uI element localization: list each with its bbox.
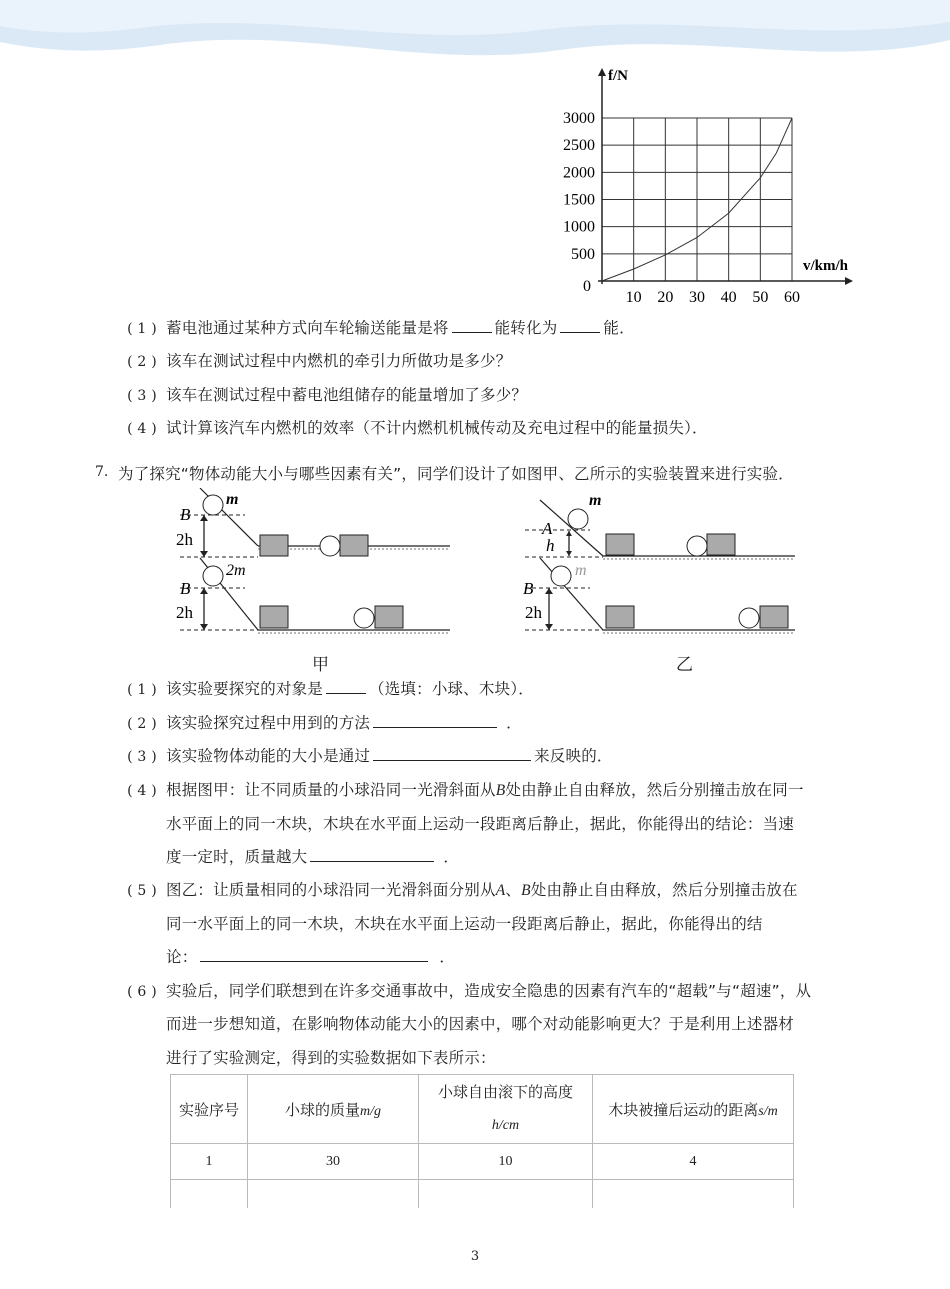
q6-sub1-num: ( 1 ) [127, 321, 157, 337]
q6-sub2-num: ( 2 ) [127, 354, 157, 370]
y-axis-label: f/N [608, 68, 628, 84]
q6-sub1-pre: 蓄电池通过某种方式向车轮输送能量是将 [166, 319, 449, 337]
yi-bottom-block-end [760, 606, 788, 628]
force-speed-chart [545, 62, 865, 312]
q6-sub4-text: 试计算该汽车内燃机的效率（不计内燃机机械传动及充电过程中的能量损失）． [166, 419, 708, 437]
q7-sub5-var-a: A [495, 882, 506, 899]
q7-sub6-num: ( 6 ) [127, 984, 157, 1000]
q7-sub4-l3pre: 度一定时，质量越大 [166, 848, 308, 866]
q7-sub4-line2: 水平面上的同一木块，木块在水平面上运动一段距离后静止，据此，你能得出的结论：当速 [166, 815, 795, 833]
yi-bottom-point: B [523, 579, 534, 598]
q7-sub2-post: ． [506, 714, 522, 732]
table-cell-index: 1 [171, 1144, 248, 1180]
q7-sub3-pre: 该实验物体动能的大小是通过 [166, 747, 371, 765]
table-header-distance [593, 1075, 794, 1144]
y-tick-label: 2000 [563, 164, 595, 182]
table-header-height-unit: h/cm [491, 1118, 520, 1133]
q7-stem: 为了探究“物体动能大小与哪些因素有关”，同学们设计了如图甲、乙所示的实验装置来进行实验． [118, 465, 794, 483]
table-header-mass-label: 小球的质量 [284, 1100, 360, 1119]
q7-sub5-var-b: B [521, 882, 531, 899]
table-header-mass-unit: m/g [360, 1103, 381, 1119]
q7-sub2 [118, 711, 522, 733]
x-tick-label: 30 [689, 289, 705, 306]
q6-sub1-post: 能． [603, 319, 635, 337]
y-tick-label: 2500 [563, 137, 595, 155]
q6-sub2-text: 该车在测试过程中内燃机的牵引力所做功是多少？ [166, 352, 512, 370]
q7-sub2-pre: 该实验探究过程中用到的方法 [166, 714, 371, 732]
y-axis-arrow [598, 68, 606, 76]
yi-top-block [606, 534, 634, 555]
q6-sub4 [118, 416, 708, 438]
jia-top-ball-end [320, 536, 340, 556]
q7-sub4-line1 [118, 778, 804, 800]
table-cell-mass: 30 [248, 1144, 419, 1180]
table-cell-empty [248, 1180, 419, 1208]
q7-sub6-line1 [118, 979, 811, 1001]
page-number: 3 [470, 1249, 480, 1264]
table-header-height-label: 小球自由滚下的高度 [437, 1083, 573, 1101]
jia-bottom-mass: 2m [226, 562, 246, 579]
yi-bottom-ball [551, 566, 571, 586]
q7-sub4-var-b: B [495, 782, 506, 799]
table-cell-empty [171, 1180, 248, 1208]
table-header-distance-label: 木块被撞后运动的距离 [608, 1100, 759, 1119]
q7-sub5-num: ( 5 ) [127, 883, 157, 899]
experiment-data-table [170, 1074, 794, 1208]
q7-sub1-post: （选填：小球、木块）． [369, 680, 534, 698]
figure-jia-caption: 甲 [312, 655, 329, 675]
q7-sub3-num: ( 3 ) [127, 749, 157, 765]
jia-bottom-height: 2h [176, 603, 193, 622]
q6-sub3-num: ( 3 ) [127, 388, 157, 404]
jia-top-point: B [180, 505, 191, 524]
q6-sub3-text: 该车在测试过程中蓄电池组储存的能量增加了多少？ [166, 386, 528, 404]
chart-grid [602, 118, 792, 281]
q7-sub4-l1b: 处由静止自由释放，然后分别撞击放在同一 [505, 781, 804, 799]
jia-bottom-setup [176, 558, 450, 633]
q7-sub3 [118, 744, 613, 766]
origin-label: 0 [583, 278, 591, 295]
y-tick-label: 1000 [563, 218, 595, 236]
q7-sub1-num: ( 1 ) [127, 682, 157, 698]
q7-sub4-l1a: 根据图甲：让不同质量的小球沿同一光滑斜面从 [166, 781, 496, 799]
jia-top-block [260, 535, 288, 556]
header-wave-decoration [0, 0, 950, 70]
table-row [171, 1144, 794, 1180]
y-tick-label: 500 [571, 245, 595, 263]
q6-sub2 [118, 349, 511, 371]
jia-top-ball [203, 495, 223, 515]
jia-bottom-block-end [375, 606, 403, 628]
yi-top-setup [525, 492, 795, 559]
q7-sub3-blank[interactable] [373, 746, 531, 761]
yi-bottom-setup [523, 558, 795, 633]
table-header-height [419, 1075, 593, 1144]
q6-sub1-blank-1[interactable] [452, 318, 492, 333]
y-tick-label: 3000 [563, 110, 595, 127]
q7-sub6-l1: 实验后，同学们联想到在许多交通事故中，造成安全隐患的因素有汽车的“超载”与“超速”，从 [166, 982, 812, 1000]
figure-yi-caption: 乙 [676, 655, 693, 675]
y-tick-label: 1500 [563, 191, 595, 209]
q7-sub4-line3 [166, 845, 459, 867]
jia-bottom-ball [203, 566, 223, 586]
q6-sub1-blank-2[interactable] [560, 318, 600, 333]
q7-number: 7. [95, 464, 109, 480]
q6-sub3 [118, 383, 527, 405]
yi-top-block-end [707, 534, 735, 555]
q7-sub6-line3: 进行了实验测定，得到的实验数据如下表所示： [166, 1049, 496, 1067]
yi-top-point: A [542, 519, 553, 538]
q7-sub5-blank[interactable] [200, 947, 428, 962]
x-axis-label: v/km/h [803, 258, 849, 274]
q7-sub5-l3post: ． [439, 948, 456, 966]
yi-bottom-ball-end [739, 608, 759, 628]
yi-bottom-height: 2h [525, 603, 542, 622]
jia-bottom-point: B [180, 579, 191, 598]
yi-top-mass: m [589, 492, 602, 509]
q7-sub5-l1b: 处由静止自由释放，然后分别撞击放在 [530, 881, 798, 899]
q7-sub4-blank[interactable] [310, 847, 434, 862]
yi-bottom-block [606, 606, 634, 628]
figure-yi [515, 488, 805, 648]
q7-sub5-l3pre: 论： [166, 948, 198, 966]
q6-sub1-mid: 能转化为 [494, 319, 558, 337]
x-tick-label: 10 [625, 289, 642, 306]
q6-sub4-num: ( 4 ) [127, 421, 157, 437]
q7-sub6-line2: 而进一步想知道，在影响物体动能大小的因素中，哪个对动能影响更大？于是利用上述器材 [166, 1015, 795, 1033]
jia-top-setup [176, 488, 450, 557]
figure-jia [170, 488, 460, 648]
jia-bottom-block [260, 606, 288, 628]
yi-top-ball-end [687, 536, 707, 556]
jia-top-height: 2h [176, 530, 193, 549]
table-header-mass [248, 1075, 419, 1144]
table-header-distance-unit: s/m [758, 1103, 778, 1119]
x-tick-label: 50 [752, 289, 769, 306]
table-row-empty [171, 1180, 794, 1208]
yi-bottom-mass: m [575, 562, 587, 579]
q7-sub4-l3post: ． [443, 848, 460, 866]
yi-top-height: h [546, 536, 555, 555]
table-cell-distance: 4 [593, 1144, 794, 1180]
q7-sub1-blank[interactable] [326, 679, 366, 694]
yi-top-ball [568, 509, 588, 529]
table-header-index: 实验序号 [171, 1075, 248, 1144]
q6-sub1 [118, 316, 635, 338]
q7-sub5-line2: 同一水平面上的同一木块，木块在水平面上运动一段距离后静止，据此，你能得出的结 [166, 915, 763, 933]
x-tick-label: 60 [784, 289, 800, 306]
x-tick-label: 20 [657, 289, 674, 306]
q7-sub4-num: ( 4 ) [127, 783, 157, 799]
table-header-row [171, 1075, 794, 1144]
x-tick-label: 40 [720, 289, 737, 306]
q7-sub2-num: ( 2 ) [127, 716, 157, 732]
q7-sub3-post: 来反映的． [534, 747, 613, 765]
table-cell-empty [593, 1180, 794, 1208]
q7-sub5-sep: 、 [505, 881, 522, 899]
q7-sub1 [118, 677, 534, 699]
q7-sub1-pre: 该实验要探究的对象是 [166, 680, 324, 698]
table-cell-height: 10 [419, 1144, 593, 1180]
q7-sub5-line1 [118, 878, 798, 900]
table-cell-empty [419, 1180, 593, 1208]
q7-sub5-l1a: 图乙：让质量相同的小球沿同一光滑斜面分别从 [166, 881, 496, 899]
jia-bottom-ball-end [354, 608, 374, 628]
jia-top-block-end [340, 535, 368, 556]
q7-sub5-line3 [166, 945, 455, 967]
q7-sub2-blank[interactable] [373, 713, 497, 728]
x-axis-arrow [845, 277, 853, 285]
jia-top-mass: m [226, 491, 239, 508]
